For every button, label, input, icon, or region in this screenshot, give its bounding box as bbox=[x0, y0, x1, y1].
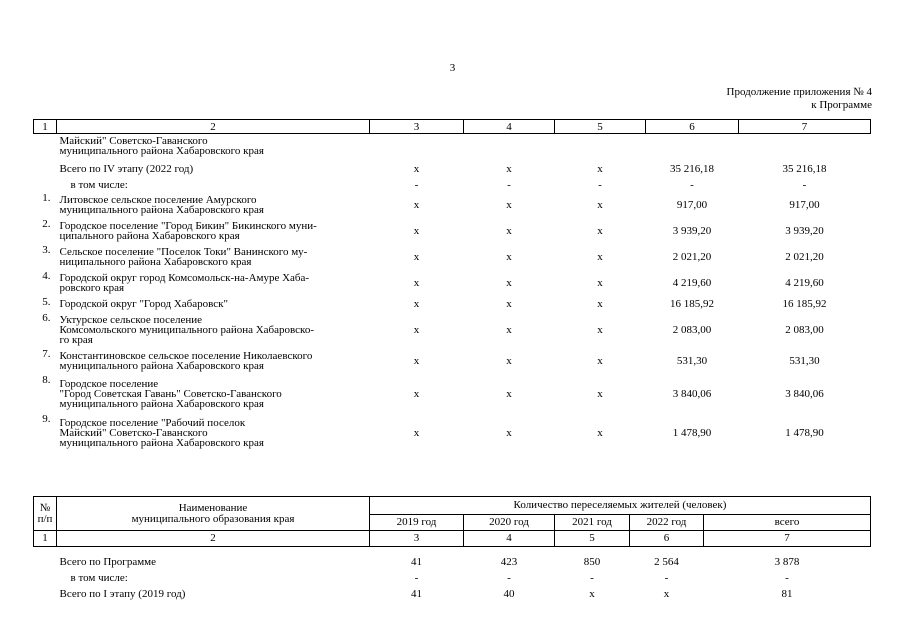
cell: - bbox=[507, 178, 511, 191]
table-row bbox=[34, 270, 871, 296]
cell: 3 878 bbox=[774, 556, 800, 568]
cell: 16 185,92 bbox=[670, 298, 714, 310]
cell: х bbox=[413, 426, 420, 439]
cell: 423 bbox=[500, 556, 518, 568]
cell: х bbox=[506, 251, 512, 263]
cell: х bbox=[597, 251, 603, 263]
cell: 35 216,18 bbox=[670, 162, 714, 175]
including-label: в том числе: bbox=[70, 178, 128, 191]
col-number: 1 bbox=[34, 531, 57, 547]
col-header: 4 bbox=[464, 120, 555, 134]
cell: 2 564 bbox=[654, 556, 679, 568]
cell: - bbox=[414, 178, 419, 191]
year-header: 2021 год bbox=[555, 515, 630, 531]
table-row bbox=[34, 587, 871, 603]
cell: - bbox=[802, 178, 807, 191]
table-row bbox=[34, 348, 871, 374]
cell: х bbox=[413, 324, 420, 336]
cell: 917,00 bbox=[789, 199, 820, 211]
col-header: 3 bbox=[370, 120, 464, 134]
col-header: 1 bbox=[34, 120, 57, 134]
cell: х bbox=[597, 298, 603, 310]
cell: х bbox=[413, 199, 420, 211]
table1-column-numbers bbox=[34, 120, 871, 134]
row-number: 2. bbox=[42, 218, 51, 230]
cell: - bbox=[598, 178, 602, 191]
cell: х bbox=[506, 162, 512, 175]
table1-continuation-row bbox=[34, 134, 871, 161]
cell: х bbox=[506, 387, 512, 400]
cell: 3 840,06 bbox=[672, 387, 712, 400]
row-number: 1. bbox=[42, 192, 51, 204]
row-name: Литовское сельское поселение Амурского муниципального района Хабаровского края bbox=[59, 194, 264, 216]
row-name: Всего по Программе bbox=[59, 556, 157, 568]
table1-including-row bbox=[34, 177, 871, 192]
row-number: 7. bbox=[42, 348, 51, 360]
table2-column-numbers bbox=[34, 531, 871, 547]
cell: х bbox=[597, 426, 603, 439]
col-number: 3 bbox=[370, 531, 464, 547]
cell: 531,30 bbox=[676, 355, 708, 367]
row-number: 6. bbox=[42, 312, 51, 324]
cell: 2 083,00 bbox=[672, 324, 712, 336]
cell: 35 216,18 bbox=[782, 162, 827, 175]
table-row bbox=[34, 555, 871, 571]
col-header: 5 bbox=[555, 120, 646, 134]
cell: х bbox=[589, 588, 595, 600]
table-row bbox=[34, 571, 871, 587]
continuation-name: Майский" Советско-Гаванского муниципального района Хабаровского края bbox=[59, 135, 264, 157]
row-name: Городской округ "Город Хабаровск" bbox=[59, 298, 229, 310]
cell: 850 bbox=[583, 556, 601, 568]
cell: 1 478,90 bbox=[672, 426, 712, 439]
col-header: 6 bbox=[646, 120, 739, 134]
residents-table bbox=[33, 496, 871, 603]
cell: 3 840,06 bbox=[785, 387, 824, 400]
row-name: Сельское поселение "Поселок Токи" Ванинского му- ниципального района Хабаровского края bbox=[59, 246, 308, 268]
cell: 40 bbox=[503, 588, 515, 600]
row-number: 8. bbox=[42, 374, 51, 386]
cell: х bbox=[413, 298, 420, 310]
row-number: 9. bbox=[42, 413, 51, 425]
row-name: Городское поселение "Город Советская Гавань" Советско-Гаванского муниципального района Хабаровского края bbox=[59, 377, 282, 410]
cell: 2 021,20 bbox=[672, 251, 712, 263]
year-header: 2022 год bbox=[630, 515, 704, 531]
cell: х bbox=[597, 162, 603, 175]
cell: х bbox=[597, 225, 603, 237]
cell: х bbox=[597, 387, 603, 400]
row-name: Городской округ город Комсомольск-на-Амуре Хаба- ровского края bbox=[59, 272, 310, 294]
row-number: 5. bbox=[42, 296, 51, 308]
col-header: 7 bbox=[739, 120, 871, 134]
table-row bbox=[34, 296, 871, 312]
name-header: Наименование муниципального образования края bbox=[57, 497, 370, 531]
cell: х bbox=[413, 355, 420, 367]
cell: х bbox=[506, 324, 512, 336]
num-header: № п/п bbox=[34, 497, 57, 531]
cell: х bbox=[597, 277, 603, 289]
cell: х bbox=[413, 225, 420, 237]
total-name: Всего по IV этапу (2022 год) bbox=[59, 162, 194, 175]
appendix-line-2: к Программе bbox=[811, 99, 872, 111]
cell: 4 219,60 bbox=[672, 277, 712, 289]
cell: - bbox=[785, 572, 789, 584]
row-name: Всего по I этапу (2019 год) bbox=[59, 588, 186, 600]
col-number: 2 bbox=[57, 531, 370, 547]
cell: - bbox=[690, 178, 694, 191]
cell: 81 bbox=[781, 588, 793, 600]
col-number: 5 bbox=[555, 531, 630, 547]
appendix-caption bbox=[640, 86, 872, 112]
row-name: Городское поселение "Рабочий поселок Майский" Советско-Гаванского муниципального района Хабаровского края bbox=[59, 416, 264, 449]
cell: х bbox=[597, 199, 603, 211]
year-header: 2020 год bbox=[464, 515, 555, 531]
year-header: всего bbox=[704, 515, 871, 531]
table1-total-row bbox=[34, 160, 871, 177]
cell: х bbox=[413, 251, 420, 263]
table-row bbox=[34, 374, 871, 413]
cell: 41 bbox=[411, 556, 422, 568]
cell: х bbox=[663, 588, 670, 600]
cell: - bbox=[664, 572, 669, 584]
cell: - bbox=[414, 572, 419, 584]
group-header: Количество переселяемых жителей (человек) bbox=[370, 497, 871, 515]
cell: 2 083,00 bbox=[785, 324, 824, 336]
cell: х bbox=[506, 355, 512, 367]
cell: 531,30 bbox=[789, 355, 820, 367]
row-name: Уктурское сельское поселение Комсомольского муниципального района Хабаровско- го края bbox=[59, 314, 314, 346]
cell: 4 219,60 bbox=[785, 277, 824, 289]
cell: 41 bbox=[411, 588, 422, 600]
col-number: 6 bbox=[630, 531, 704, 547]
cell: х bbox=[597, 324, 603, 336]
cell: х bbox=[506, 199, 512, 211]
cell: х bbox=[506, 225, 512, 237]
cell: - bbox=[507, 572, 511, 584]
col-number: 7 bbox=[704, 531, 871, 547]
cell: - bbox=[590, 572, 594, 584]
cell: х bbox=[506, 426, 512, 439]
row-name: Городское поселение "Город Бикин" Бикинского муни- ципального района Хабаровского края bbox=[59, 220, 317, 242]
cell: 3 939,20 bbox=[785, 225, 824, 237]
table2-header-row-1 bbox=[34, 497, 871, 515]
cell: х bbox=[413, 387, 420, 400]
cell: х bbox=[597, 355, 603, 367]
cell: х bbox=[413, 277, 420, 289]
row-name: в том числе: bbox=[70, 572, 128, 584]
col-header: 2 bbox=[57, 120, 370, 134]
cell: х bbox=[506, 277, 512, 289]
cell: х bbox=[506, 298, 512, 310]
row-name: Константиновское сельское поселение Николаевского муниципального района Хабаровского края bbox=[59, 350, 313, 372]
appendix-line-1: Продолжение приложения № 4 bbox=[726, 86, 872, 98]
row-number: 3. bbox=[42, 244, 51, 256]
cell: 1 478,90 bbox=[785, 426, 824, 439]
row-number: 4. bbox=[42, 270, 51, 282]
cell: 2 021,20 bbox=[785, 251, 824, 263]
table-row bbox=[34, 192, 871, 218]
table-row bbox=[34, 244, 871, 270]
col-number: 4 bbox=[464, 531, 555, 547]
year-header: 2019 год bbox=[370, 515, 464, 531]
table-row bbox=[34, 218, 871, 244]
table-row bbox=[34, 413, 871, 452]
financing-table bbox=[33, 119, 871, 452]
page-number: 3 bbox=[449, 62, 456, 74]
table-row bbox=[34, 312, 871, 348]
cell: х bbox=[413, 162, 420, 175]
cell: 3 939,20 bbox=[672, 225, 712, 237]
cell: 917,00 bbox=[676, 199, 708, 211]
cell: 16 185,92 bbox=[782, 298, 827, 310]
